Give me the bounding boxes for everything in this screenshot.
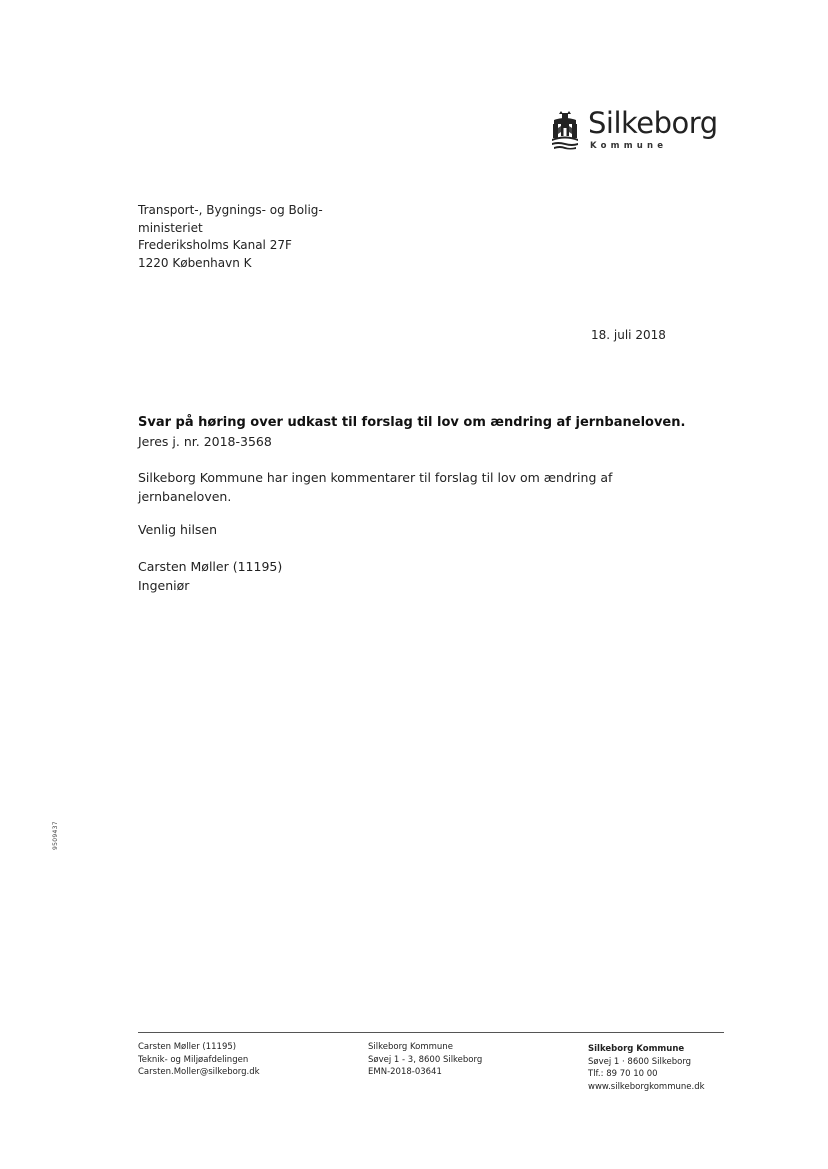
footer-divider	[138, 1032, 724, 1033]
footer-line: Teknik- og Miljøafdelingen	[138, 1054, 249, 1065]
recipient-line: 1220 København K	[138, 255, 252, 270]
footer-case-number: EMN-2018-03641	[368, 1067, 442, 1077]
body-paragraph: Silkeborg Kommune har ingen kommentarer til forslag til lov om ændring af jernbaneloven.	[138, 470, 613, 504]
footer-email: Carsten.Moller@silkeborg.dk	[138, 1067, 260, 1077]
letter-date: 18. juli 2018	[591, 328, 666, 342]
logo-subtitle: Kommune	[590, 141, 668, 151]
recipient-line: Transport-, Bygnings- og Bolig-	[138, 203, 323, 217]
footer-phone: Tlf.: 89 70 10 00	[588, 1069, 658, 1079]
footer-org-name: Silkeborg Kommune	[588, 1044, 685, 1054]
footer-line: Silkeborg Kommune	[368, 1042, 453, 1052]
sender-block	[138, 557, 282, 595]
sender-title: Ingeniør	[138, 578, 190, 593]
letter-subject: Svar på høring over udkast til forslag til lov om ændring af jernbaneloven.	[138, 415, 686, 430]
footer-sender-column	[138, 1041, 260, 1079]
footer-line: Søvej 1 · 8600 Silkeborg	[588, 1056, 692, 1067]
recipient-line: Frederiksholms Kanal 27F	[138, 238, 292, 252]
municipal-crest-icon	[550, 110, 580, 150]
margin-document-id: 9509437	[52, 821, 59, 850]
reference-number: Jeres j. nr. 2018-3568	[138, 434, 272, 449]
footer-case-column	[368, 1041, 482, 1079]
silkeborg-logo	[550, 108, 730, 156]
greeting: Venlig hilsen	[138, 522, 218, 537]
logo-name: Silkeborg	[588, 106, 718, 140]
footer-contact-column	[588, 1043, 705, 1093]
footer-line: Carsten Møller (11195)	[138, 1042, 237, 1052]
recipient-line: ministeriet	[138, 220, 203, 235]
sender-name: Carsten Møller (11195)	[138, 559, 283, 574]
footer-website: www.silkeborgkommune.dk	[588, 1081, 705, 1092]
recipient-address	[138, 202, 323, 272]
footer-line: Søvej 1 - 3, 8600 Silkeborg	[368, 1054, 483, 1065]
